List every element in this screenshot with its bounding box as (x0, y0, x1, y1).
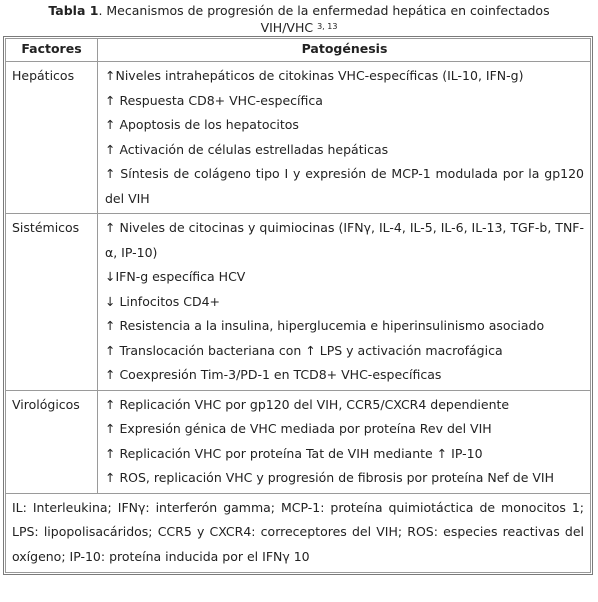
pathogenesis-cell (98, 391, 590, 493)
caption-text-2: VIH/VHC (260, 20, 314, 35)
list-item: ↑ Resistencia a la insulina, hiperglucemia e hiperinsulinismo asociado (105, 318, 545, 333)
factor-cell: Hepáticos (6, 62, 98, 213)
list-item: ↑ Translocación bacteriana con ↑ LPS y activación macrofágica (105, 342, 503, 358)
list-item: ↑ Replicación VHC por gp120 del VIH, CCR5/CXCR4 dependiente (105, 396, 510, 412)
pathogenesis-cell (98, 214, 590, 390)
caption-refs: 3, 13 (317, 22, 338, 31)
list-item: ↑ Niveles de citocinas y quimiocinas (IFNγ, IL-4, IL-5, IL-6, IL-13, TGF-b, TNF-α, IP-10) (105, 220, 584, 260)
list-item: ↑ Activación de células estrelladas hepáticas (105, 141, 389, 157)
pathogenesis-cell (98, 62, 590, 213)
table-row-virologicos (6, 390, 590, 493)
factor-cell: Virológicos (6, 391, 98, 493)
table-row-hepaticos (6, 61, 590, 213)
table-header-row (6, 39, 590, 61)
mechanisms-table (3, 36, 593, 575)
list-item: ↑ Expresión génica de VHC mediada por proteína Rev del VIH (105, 421, 492, 436)
header-patogenesis: Patogénesis (301, 41, 388, 56)
header-factores: Factores (6, 39, 98, 61)
caption-label: Tabla 1 (48, 3, 99, 18)
list-item: ↑ Síntesis de colágeno tipo I y expresión de MCP-1 modulada por la gp120 del VIH (105, 166, 584, 206)
list-item: ↑ Apoptosis de los hepatocitos (105, 117, 299, 132)
table-caption (0, 3, 598, 36)
list-item: ↓ Linfocitos CD4+ (105, 293, 221, 309)
caption-text: . Mecanismos de progresión de la enfermedad hepática en coinfectados (98, 3, 550, 18)
list-item: ↑ ROS, replicación VHC y progresión de fibrosis por proteína Nef de VIH (105, 470, 554, 485)
table-footnote: IL: Interleukina; IFNγ: interferón gamma; MCP-1: proteína quimiotáctica de monocitos 1; LPS: lipopolisacáridos; CCR5 y CXCR4: correceptores del VIH; ROS: especies reactivas del oxígeno; IP-10: proteína inducida por el IFNγ 10 (6, 493, 590, 573)
list-item: ↑ Coexpresión Tim-3/PD-1 en TCD8+ VHC-específicas (105, 367, 442, 382)
list-item: ↑ Respuesta CD8+ VHC-específica (105, 92, 323, 108)
list-item: ↑ Replicación VHC por proteína Tat de VIH mediante ↑ IP-10 (105, 445, 483, 461)
table-row-sistemicos (6, 213, 590, 390)
list-item: ↑Niveles intrahepáticos de citokinas VHC-específicas (IL-10, IFN-g) (105, 68, 524, 83)
factor-cell: Sistémicos (6, 214, 98, 390)
list-item: ↓IFN-g específica HCV (105, 269, 246, 284)
